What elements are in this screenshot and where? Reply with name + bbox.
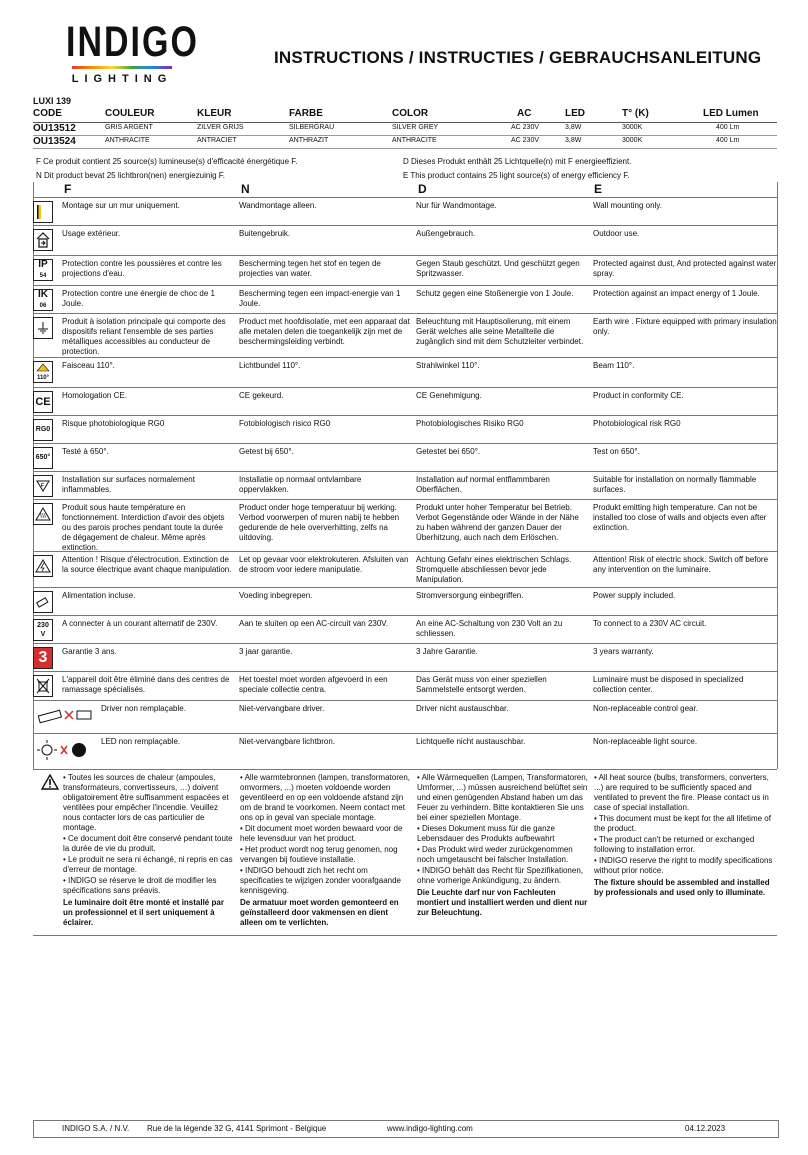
product-farbe: SILBERGRAU bbox=[289, 124, 335, 131]
rg0-icon: RG0 bbox=[33, 419, 53, 441]
feature-text-n: Installatie op normaal ontvlambare oppervlakken. bbox=[239, 475, 362, 494]
product-kleur: ZILVER GRIJS bbox=[197, 124, 244, 131]
warning-item: • INDIGO behoudt zich het recht om specificaties te wijzigen zonder voorafgaande kennisgeving. bbox=[240, 866, 401, 895]
feature-grid bbox=[33, 197, 777, 767]
header-farbe: FARBE bbox=[289, 108, 323, 119]
warnings-f bbox=[63, 773, 235, 929]
feature-text-e: Outdoor use. bbox=[593, 229, 640, 238]
feature-text-d: Installation auf normal entflammbaren Oberflächen. bbox=[416, 475, 550, 494]
product-led: 3,8W bbox=[565, 124, 582, 131]
feature-row bbox=[33, 615, 777, 644]
earth-class-icon bbox=[33, 317, 53, 339]
led-icon bbox=[35, 738, 95, 762]
header-kleur: KLEUR bbox=[197, 108, 232, 119]
feature-text-n: Lichtbundel 110°. bbox=[239, 361, 301, 370]
beam-angle-icon: 110° bbox=[33, 361, 53, 383]
footer bbox=[33, 1120, 779, 1138]
weee-bin-icon bbox=[33, 675, 53, 697]
energy-statement-e: E This product contains 25 light source(s) of energy efficiency F. bbox=[403, 171, 630, 180]
ik-rating-icon: IK 06 bbox=[33, 289, 53, 311]
feature-text-e: Luminaire must be disposed in specialized collection center. bbox=[593, 675, 744, 694]
feature-text-f: Montage sur un mur uniquement. bbox=[62, 201, 180, 210]
svg-text:F: F bbox=[41, 483, 45, 489]
warranty-icon: 3 bbox=[33, 647, 53, 669]
feature-text-e: Protected against dust, And protected against water spray. bbox=[593, 259, 777, 278]
feature-text-f: Faisceau 110°. bbox=[62, 361, 115, 370]
feature-row bbox=[33, 551, 777, 588]
product-lumen: 400 Lm bbox=[716, 137, 740, 144]
energy-statement-f: F Ce produit contient 25 source(s) lumineuse(s) d'efficacité énergétique F. bbox=[36, 157, 298, 166]
logo bbox=[66, 18, 199, 85]
feature-text-d: Produkt unter hoher Temperatur bei Betrieb. Verbot Gegenstände oder Wände in der Nähe zu haben während der ganzen Dauer der Überhitzung, auch nach dem Erlöschen. bbox=[416, 503, 579, 542]
product-ac: AC 230V bbox=[511, 124, 540, 131]
feature-text-d: Lichtquelle nicht austauschbar. bbox=[416, 737, 526, 746]
feature-text-d: CE Genehmigung. bbox=[416, 391, 482, 400]
warning-item: • This document must be kept for the all lifetime of the product. bbox=[594, 814, 771, 833]
feature-text-e: Non-replaceable light source. bbox=[593, 737, 698, 746]
warning-item: The fixture should be assembled and installed by professionals and used only to illuminate. bbox=[594, 878, 770, 897]
product-lumen: 400 Lm bbox=[716, 124, 740, 131]
header-temp: T° (K) bbox=[622, 108, 649, 119]
product-color: SILVER GREY bbox=[392, 124, 439, 131]
header-led: LED bbox=[565, 108, 585, 119]
document-title: INSTRUCTIONS / INSTRUCTIES / GEBRAUCHSANLEITUNG bbox=[274, 48, 762, 67]
feature-row bbox=[33, 387, 777, 416]
feature-text-e: 3 years warranty. bbox=[593, 647, 654, 656]
warning-item: • Alle warmtebronnen (lampen, transformatoren, omvormers, ...) moeten voldoende worden geventileerd en op een voldoende afstand zijn om de brand te voorkomen. Neem contact met ons op in geval van speciale montage. bbox=[240, 773, 410, 822]
product-temp: 3000K bbox=[622, 124, 643, 131]
product-color: ANTHRACITE bbox=[392, 137, 437, 144]
feature-text-f: L'appareil doit être éliminé dans des centres de ramassage spécialisés. bbox=[62, 675, 230, 694]
feature-row bbox=[33, 313, 777, 358]
feature-text-f: Testé à 650°. bbox=[62, 447, 109, 456]
feature-text-f: Alimentation incluse. bbox=[62, 591, 136, 600]
feature-row bbox=[33, 700, 777, 734]
warning-item: • Dit document moet worden bewaard voor de hele levensduur van het product. bbox=[240, 824, 403, 843]
warning-item: De armatuur moet worden gemonteerd en geïnstalleerd door vakmensen en dient alleen om te verlichten. bbox=[240, 898, 399, 927]
feature-text-f: Installation sur surfaces normalement inflammables. bbox=[62, 475, 195, 494]
feature-text-e: Produkt emitting high temperature. Can not be installed too close of walls and objects even after extinction. bbox=[593, 503, 767, 532]
product-farbe: ANTHRAZIT bbox=[289, 137, 329, 144]
warning-item: • INDIGO reserve the right to modify specifications without prior notice. bbox=[594, 856, 773, 875]
feature-text-d: Schutz gegen eine Stoßenergie von 1 Joule. bbox=[416, 289, 574, 298]
product-table-header bbox=[33, 108, 777, 123]
warning-item: • Dieses Dokument muss für die ganze Lebensdauer des Produkts aufbewahrt bbox=[417, 824, 555, 843]
column-header-n: N bbox=[241, 182, 250, 196]
feature-row bbox=[33, 443, 777, 472]
feature-row bbox=[33, 415, 777, 444]
feature-text-n: 3 jaar garantie. bbox=[239, 647, 293, 656]
feature-text-e: Product in conformity CE. bbox=[593, 391, 684, 400]
product-kleur: ANTRACIET bbox=[197, 137, 237, 144]
header-ac: AC bbox=[517, 108, 532, 119]
column-header-e: E bbox=[594, 182, 603, 196]
brand-name: INDIGO bbox=[66, 18, 199, 66]
feature-text-n: Product met hoofdisolatie, met een apparaat dat alle metalen delen die toegankelijk zijn met de beschermingsleiding verbindt. bbox=[239, 317, 410, 346]
product-ac: AC 230V bbox=[511, 137, 540, 144]
feature-row bbox=[33, 643, 777, 672]
footer-date: 04.12.2023 bbox=[685, 1124, 726, 1133]
feature-text-n: Buitengebruik. bbox=[239, 229, 291, 238]
feature-text-f: Homologation CE. bbox=[62, 391, 127, 400]
feature-text-d: Stromversorgung einbegriffen. bbox=[416, 591, 524, 600]
feature-text-d: Achtung Gefahr eines elektrischen Schlags. Stromquelle abschliessen bevor jede Manipulation. bbox=[416, 555, 572, 584]
ce-mark-icon: CE bbox=[33, 391, 53, 413]
rainbow-bar bbox=[72, 66, 172, 69]
header-lumen: LED Lumen bbox=[703, 108, 759, 119]
warning-item: • Toutes les sources de chaleur (ampoules, transformateurs, convertisseurs, …) doivent obligatoirement être suffisamment espacées et ventilées pour empêcher l'incendie. Veuillez nous contacter lors de cas particulier de montage. bbox=[63, 773, 229, 832]
feature-text-e: Suitable for installation on normally flammable surfaces. bbox=[593, 475, 757, 494]
feature-text-n: Bescherming tegen een impact-energie van 1 Joule. bbox=[239, 289, 401, 308]
warnings-e bbox=[594, 773, 774, 899]
feature-row bbox=[33, 255, 777, 286]
feature-text-d: Gegen Staub geschützt. Und geschützt gegen Spritzwasser. bbox=[416, 259, 580, 278]
feature-text-e: Wall mounting only. bbox=[593, 201, 662, 210]
feature-text-n: Aan te sluiten op een AC-circuit van 230V. bbox=[239, 619, 389, 628]
feature-text-n: Fotobiologisch risico RG0 bbox=[239, 419, 331, 428]
header-couleur: COULEUR bbox=[105, 108, 155, 119]
power-supply-icon bbox=[33, 591, 53, 613]
voltage-icon: 230 V bbox=[33, 619, 53, 641]
feature-text-e: Beam 110°. bbox=[593, 361, 635, 370]
feature-text-d: Getestet bei 650°. bbox=[416, 447, 481, 456]
energy-statement-n: N Dit product bevat 25 lichtbron(nen) energiezuinig F. bbox=[36, 171, 225, 180]
warning-item: • Ce document doit être conservé pendant toute la durée de vie du produit. bbox=[63, 834, 233, 853]
feature-text-f: Produit sous haute température en fonctionnement. Interdiction d'avoir des objets ou des parois proches pendant toute la durée de dégagement de chaleur. Même après extinction. bbox=[62, 503, 225, 552]
driver-icon bbox=[35, 705, 95, 729]
feature-row bbox=[33, 225, 777, 256]
feature-text-e: Non-replaceable control gear. bbox=[593, 704, 698, 713]
warnings-d bbox=[417, 773, 589, 919]
feature-text-f: A connecter à un courant alternatif de 230V. bbox=[62, 619, 218, 628]
product-temp: 3000K bbox=[622, 137, 643, 144]
feature-text-n: Voeding inbegrepen. bbox=[239, 591, 313, 600]
warning-triangle-icon bbox=[41, 774, 59, 790]
feature-row bbox=[33, 587, 777, 616]
product-code: OU13524 bbox=[33, 136, 76, 147]
product-led: 3,8W bbox=[565, 137, 582, 144]
feature-text-f: Garantie 3 ans. bbox=[62, 647, 117, 656]
feature-text-n: Getest bij 650°. bbox=[239, 447, 294, 456]
feature-text-d: 3 Jahre Garantie. bbox=[416, 647, 478, 656]
warning-item: • Das Produkt wird weder zurückgenommen noch umgetauscht bei falscher Installation. bbox=[417, 845, 573, 864]
energy-statement-d: D Dieses Produkt enthält 25 Lichtquelle(n) mit F energieeffizient. bbox=[403, 157, 632, 166]
feature-row bbox=[33, 671, 777, 701]
feature-text-n: Product onder hoge temperatuur bij werking. Verbod voorwerpen of muren nabij te hebben gedurende de hele oververhitting, zelfs na uitdoving. bbox=[239, 503, 400, 542]
feature-text-f: Produit à isolation principale qui comporte des dispositifs reliant l'ensemble de ses parties métalliques accessibles au conducteur de protection. bbox=[62, 317, 226, 356]
feature-text-d: An eine AC-Schaltung von 230 Volt an zu schliessen. bbox=[416, 619, 563, 638]
wall-mount-icon bbox=[33, 201, 53, 223]
feature-text-f: Protection contre les poussières et contre les projections d'eau. bbox=[62, 259, 222, 278]
feature-text-e: Protection against an impact energy of 1 Joule. bbox=[593, 289, 760, 298]
brand-sub: LIGHTING bbox=[71, 73, 173, 85]
warnings-section bbox=[33, 769, 777, 936]
warning-item: • INDIGO behält das Recht für Spezifikationen, ohne vorherige Ankündigung, zu ändern. bbox=[417, 866, 583, 885]
hot-surface-icon bbox=[33, 503, 53, 525]
ip-rating-icon: IP 54 bbox=[33, 259, 53, 281]
feature-text-d: Driver nicht austauschbar. bbox=[416, 704, 509, 713]
glow-wire-icon: 650° bbox=[33, 447, 53, 469]
feature-text-n: Niet-vervangbare lichtbron. bbox=[239, 737, 336, 746]
outdoor-icon bbox=[33, 229, 53, 251]
product-couleur: GRIS ARGENT bbox=[105, 124, 153, 131]
feature-text-n: Bescherming tegen het stof en tegen de projecties van water. bbox=[239, 259, 381, 278]
feature-text-n: Wandmontage alleen. bbox=[239, 201, 317, 210]
warning-item: • Alle Wärmequellen (Lampen, Transformatoren, Umformer, ...) müssen ausreichend belüftet sein und einen genügenden Abstand haben um das Feuer zu verhindern. Bitte kontaktieren Sie uns bei einer speziellen Montage. bbox=[417, 773, 588, 822]
warning-item: • INDIGO se réserve le droit de modifier les spécifications sans préavis. bbox=[63, 876, 217, 895]
feature-text-d: Photobiologisches Risiko RG0 bbox=[416, 419, 524, 428]
flammable-surface-icon bbox=[33, 475, 53, 497]
warnings-n bbox=[240, 773, 412, 929]
feature-row bbox=[33, 197, 777, 226]
feature-row bbox=[33, 471, 777, 500]
electric-shock-icon bbox=[33, 555, 53, 577]
feature-text-d: Das Gerät muss von einer speziellen Sammelstelle entsorgt werden. bbox=[416, 675, 547, 694]
footer-address: Rue de la légende 32 G, 4141 Sprimont - Belgique bbox=[147, 1124, 327, 1133]
feature-text-f: Protection contre une énergie de choc de 1 Joule. bbox=[62, 289, 215, 308]
footer-website[interactable]: www.indigo-lighting.com bbox=[387, 1124, 473, 1133]
feature-row bbox=[33, 499, 777, 552]
product-code: OU13512 bbox=[33, 123, 76, 134]
warning-item: • Het product wordt nog terug genomen, nog vervangen bij foutieve installatie. bbox=[240, 845, 398, 864]
feature-text-f: Attention ! Risque d'électrocution. Extinction de la source électrique avant chaque manipulation. bbox=[62, 555, 232, 574]
warning-item: Die Leuchte darf nur von Fachleuten montiert und installiert werden und dient nur zur Beleuchtung. bbox=[417, 888, 588, 917]
warning-item: • Le produit ne sera ni échangé, ni repris en cas d'erreur de montage. bbox=[63, 855, 233, 874]
feature-text-f: Driver non remplaçable. bbox=[101, 704, 186, 713]
header-color: COLOR bbox=[392, 108, 429, 119]
feature-text-f: LED non remplaçable. bbox=[101, 737, 181, 746]
feature-text-d: Strahlwinkel 110°. bbox=[416, 361, 480, 370]
feature-text-n: CE gekeurd. bbox=[239, 391, 284, 400]
feature-text-e: Earth wire . Fixture equipped with primary insulation only. bbox=[593, 317, 777, 336]
feature-text-f: Usage extérieur. bbox=[62, 229, 121, 238]
feature-text-f: Risque photobiologique RG0 bbox=[62, 419, 165, 428]
product-row bbox=[33, 124, 777, 136]
column-header-f: F bbox=[64, 182, 72, 196]
grid-line bbox=[777, 182, 778, 769]
footer-company: INDIGO S.A. / N.V. bbox=[62, 1124, 130, 1133]
feature-text-n: Niet-vervangbare driver. bbox=[239, 704, 325, 713]
warning-item: • All heat source (bulbs, transformers, converters, ...) are required to be sufficiently spaced and ventilated to prevent the fire. Please contact us in case of special installation. bbox=[594, 773, 769, 812]
feature-text-d: Nur für Wandmontage. bbox=[416, 201, 497, 210]
feature-text-e: Attention! Risk of electric shock. Switch off before any intervention on the luminaire. bbox=[593, 555, 769, 574]
feature-row bbox=[33, 285, 777, 314]
product-couleur: ANTHRACITE bbox=[105, 137, 150, 144]
model-name: LUXI 139 bbox=[33, 96, 72, 106]
warning-item: • The product can't be returned or exchanged following to installation error. bbox=[594, 835, 755, 854]
feature-row bbox=[33, 733, 777, 768]
column-header-d: D bbox=[418, 182, 427, 196]
product-row bbox=[33, 137, 777, 149]
feature-text-n: Let op gevaar voor elektrokuteren. Afsluiten van de stroom voor iedere manipulatie. bbox=[239, 555, 409, 574]
feature-text-e: To connect to a 230V AC circuit. bbox=[593, 619, 707, 628]
feature-text-d: Außengebrauch. bbox=[416, 229, 476, 238]
feature-text-e: Test on 650°. bbox=[593, 447, 640, 456]
feature-text-e: Photobiological risk RG0 bbox=[593, 419, 681, 428]
header-code: CODE bbox=[33, 108, 62, 119]
feature-text-n: Het toestel moet worden afgevoerd in een speciale collectie centra. bbox=[239, 675, 388, 694]
feature-text-d: Beleuchtung mit Hauptisolierung, mit einem Gerät welches alle seine Metallteile die zugänglich sind mit dem Schutzleiter verbindet. bbox=[416, 317, 584, 346]
feature-text-e: Power supply included. bbox=[593, 591, 676, 600]
feature-row bbox=[33, 357, 777, 388]
warning-item: Le luminaire doit être monté et installé par un professionnel et il sert uniquement à éclairer. bbox=[63, 898, 224, 927]
